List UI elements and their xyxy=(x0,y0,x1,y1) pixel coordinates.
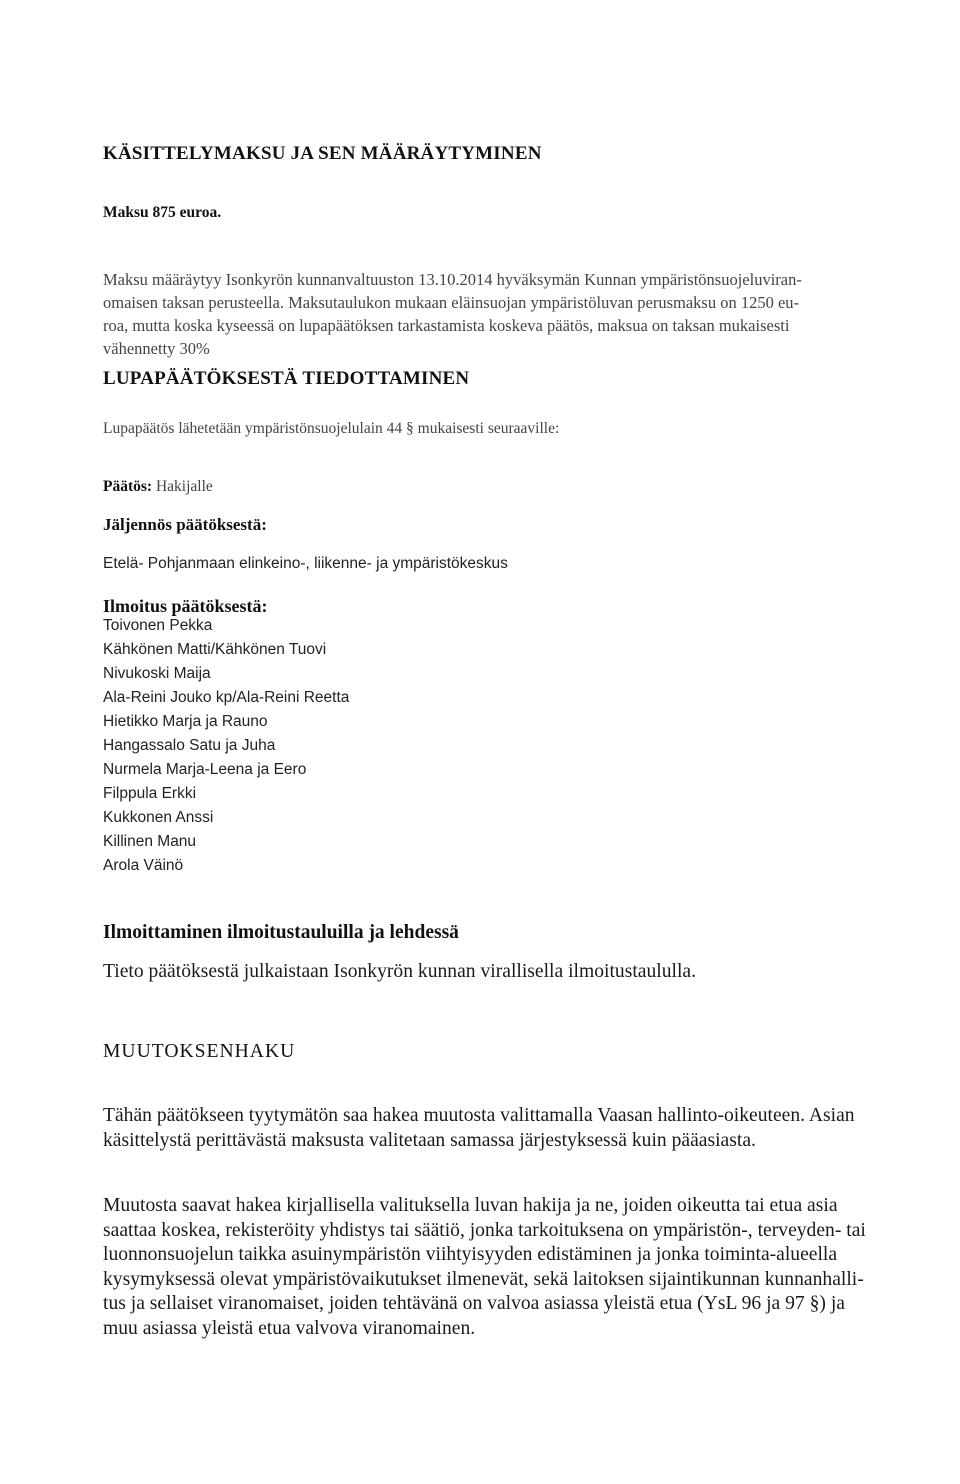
list-item: Hangassalo Satu ja Juha xyxy=(103,737,276,754)
bulletin-board-text: Tieto päätöksestä julkaistaan Isonkyrön kunnan virallisella ilmoitustaululla. xyxy=(103,961,696,982)
text-line: muu asiassa yleistä etua valvova viranomainen. xyxy=(103,1317,476,1339)
decision-line xyxy=(103,478,213,496)
list-item: Kukkonen Anssi xyxy=(103,809,214,826)
copy-label: Jäljennös päätöksestä: xyxy=(103,515,267,534)
list-item: Ala-Reini Jouko kp/Ala-Reini Reetta xyxy=(103,689,350,706)
text-line: Muutosta saavat hakea kirjallisella valituksella luvan hakija ja ne, joiden oikeutta tai etua asia xyxy=(103,1195,838,1216)
notice-label: Ilmoitus päätöksestä: xyxy=(103,596,268,616)
fee-amount: Maksu 875 euroa. xyxy=(103,204,222,221)
notice-recipient-list xyxy=(103,614,349,878)
list-item: Hietikko Marja ja Rauno xyxy=(103,713,268,730)
text-line: omaisen taksan perusteella. Maksutaulukon mukaan eläinsuojan ympäristöluvan perusmaksu on 1250 eu- xyxy=(103,293,800,312)
text-line: luonnonsuojelun taikka asuinympäristön viihtyisyyden edistäminen ja jonka toiminta-alueella xyxy=(103,1244,838,1265)
text-line: kysymyksessä olevat ympäristövaikutukset ilmenevät, sekä laitoksen sijaintikunnan kunnanhalli- xyxy=(103,1268,864,1290)
decision-label: Päätös: xyxy=(103,478,153,495)
notification-intro: Lupapäätös lähetetään ympäristönsuojelulain 44 § mukaisesti seuraaville: xyxy=(103,420,560,437)
text-line: roa, mutta koska kyseessä on lupapäätöksen tarkastamista koskeva päätös, maksua on taksan mukaisesti xyxy=(103,316,790,335)
text-line: saattaa koskea, rekisteröity yhdistys tai säätiö, jonka tarkoituksena on ympäristön-, terveyden- tai xyxy=(103,1219,866,1241)
list-item: Kähkönen Matti/Kähkönen Tuovi xyxy=(103,641,327,658)
list-item: Toivonen Pekka xyxy=(103,617,213,634)
decision-recipient: Hakijalle xyxy=(155,478,213,495)
list-item: Nivukoski Maija xyxy=(103,665,211,682)
fee-paragraph xyxy=(103,268,802,360)
section-heading-ilmoittaminen: Ilmoittaminen ilmoitustauluilla ja lehdessä xyxy=(103,922,459,943)
text-line: Maksu määräytyy Isonkyrön kunnanvaltuuston 13.10.2014 hyväksymän Kunnan ympäristönsuojeluviran- xyxy=(103,270,802,289)
text-line: käsittelystä perittävästä maksusta valitetaan samassa järjestyksessä kuin pääasiasta. xyxy=(103,1129,756,1151)
section-heading-kasittelymaksu: KÄSITTELYMAKSU JA SEN MÄÄRÄYTYMINEN xyxy=(103,143,542,164)
appeal-paragraph-2 xyxy=(103,1194,953,1341)
list-item: Nurmela Marja-Leena ja Eero xyxy=(103,761,307,778)
list-item: Arola Väinö xyxy=(103,857,184,874)
list-item: Killinen Manu xyxy=(103,833,197,850)
text-line: Tähän päätökseen tyytymätön saa hakea muutosta valittamalla Vaasan hallinto-oikeuteen. Asian xyxy=(103,1105,855,1126)
copy-recipient: Etelä- Pohjanmaan elinkeino-, liikenne- ja ympäristökeskus xyxy=(103,555,508,572)
section-heading-muutoksenhaku: MUUTOKSENHAKU xyxy=(103,1041,296,1062)
section-heading-tiedottaminen: LUPAPÄÄTÖKSESTÄ TIEDOTTAMINEN xyxy=(103,368,470,389)
appeal-paragraph-1 xyxy=(103,1104,953,1153)
text-line: tus ja sellaiset viranomaiset, joiden tehtävänä on valvoa asiassa yleistä etua (YsL 96 ja 97 §) ja xyxy=(103,1293,845,1314)
text-line: vähennetty 30% xyxy=(103,339,210,358)
list-item: Filppula Erkki xyxy=(103,785,197,802)
